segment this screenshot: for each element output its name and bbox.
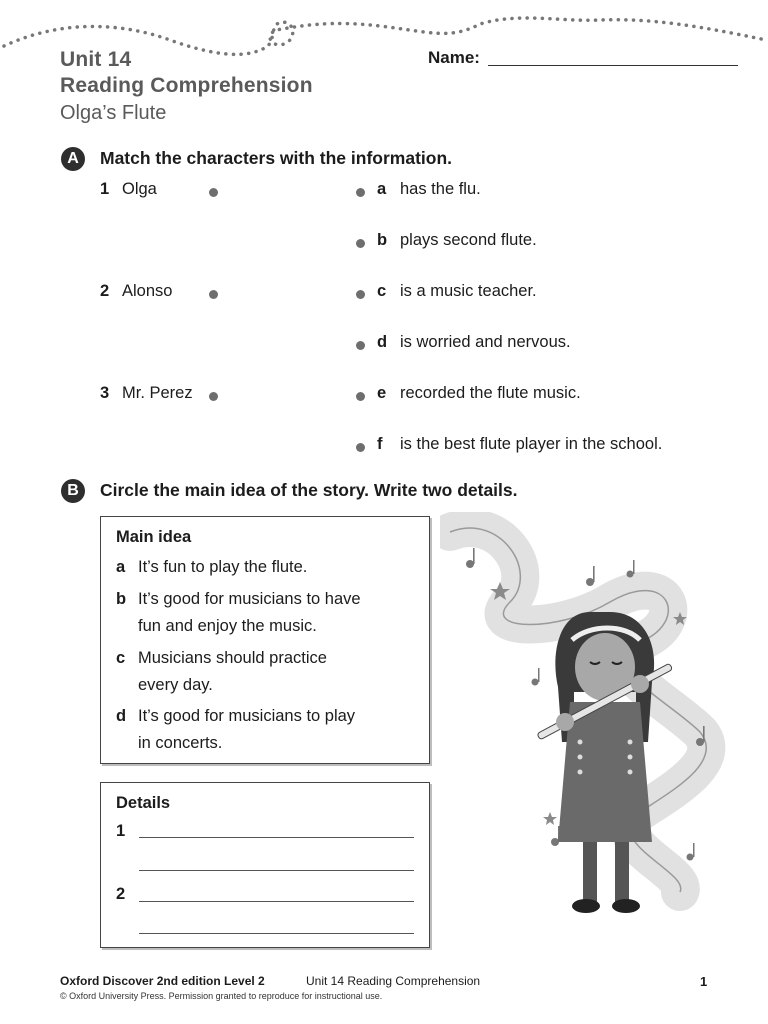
detail-1-line-1[interactable] (139, 837, 414, 838)
details-box (100, 782, 430, 948)
detail-2-line-1[interactable] (139, 901, 414, 902)
character-olga: Olga (122, 180, 157, 198)
page-number: 1 (700, 974, 708, 989)
match-dot-character-1[interactable] (209, 188, 218, 197)
option-letter: c (116, 649, 126, 667)
main-idea-title: Main idea (116, 528, 192, 546)
info-letter: a (377, 180, 387, 198)
main-idea-option-d[interactable] (116, 703, 416, 757)
worksheet-title: Reading Comprehension (60, 74, 313, 97)
section-b-instruction: Circle the main idea of the story. Write two details. (100, 480, 518, 500)
main-idea-box (100, 516, 430, 764)
info-text: plays second flute. (400, 231, 537, 249)
detail-number: 2 (116, 885, 126, 903)
name-write-line[interactable] (488, 65, 738, 66)
girl-playing-flute-illustration (440, 512, 730, 937)
option-letter: d (116, 707, 127, 725)
info-letter: b (377, 231, 388, 249)
info-letter: e (377, 384, 387, 402)
option-text-line2: fun and enjoy the music. (138, 617, 317, 635)
match-dot-character-3[interactable] (209, 392, 218, 401)
details-title: Details (116, 794, 171, 812)
info-text: is the best flute player in the school. (400, 435, 663, 453)
info-letter: f (377, 435, 383, 453)
story-title: Olga’s Flute (60, 102, 167, 124)
info-text: recorded the flute music. (400, 384, 581, 402)
character-number: 2 (100, 282, 110, 300)
main-idea-option-c[interactable] (116, 645, 416, 699)
option-text-line1: Musicians should practice (138, 649, 327, 667)
info-text: is a music teacher. (400, 282, 537, 300)
main-idea-option-b[interactable] (116, 586, 416, 640)
option-text-line1: It’s good for musicians to play (138, 707, 356, 725)
match-dot-info-a[interactable] (356, 188, 365, 197)
info-letter: d (377, 333, 388, 351)
detail-number: 1 (116, 822, 126, 840)
section-a-instruction: Match the characters with the information. (100, 148, 452, 168)
option-text-line2: in concerts. (138, 734, 223, 752)
character-alonso: Alonso (122, 282, 173, 300)
copyright-notice: © Oxford University Press. Permission granted to reproduce for instructional use. (60, 991, 383, 1001)
match-dot-info-e[interactable] (356, 392, 365, 401)
info-letter: c (377, 282, 387, 300)
unit-number: Unit 14 (60, 48, 132, 71)
detail-2-line-2[interactable] (139, 933, 414, 934)
character-number: 1 (100, 180, 110, 198)
footer-unit: Unit 14 Reading Comprehension (306, 974, 481, 988)
option-text-line2: every day. (138, 676, 213, 694)
option-text: It’s fun to play the flute. (138, 558, 308, 576)
name-label: Name: (428, 48, 480, 67)
character-number: 3 (100, 384, 110, 402)
section-a-badge: A (61, 147, 85, 171)
footer-book-title: Oxford Discover 2nd edition Level 2 (60, 974, 265, 988)
character-mr-perez: Mr. Perez (122, 384, 193, 402)
info-text: has the flu. (400, 180, 481, 198)
match-dot-info-d[interactable] (356, 341, 365, 350)
match-dot-info-c[interactable] (356, 290, 365, 299)
match-dot-info-b[interactable] (356, 239, 365, 248)
option-letter: b (116, 590, 127, 608)
match-dot-info-f[interactable] (356, 443, 365, 452)
detail-1-line-2[interactable] (139, 870, 414, 871)
option-text-line1: It’s good for musicians to have (138, 590, 361, 608)
section-b-badge: B (61, 479, 85, 503)
option-letter: a (116, 558, 126, 576)
match-dot-character-2[interactable] (209, 290, 218, 299)
info-text: is worried and nervous. (400, 333, 571, 351)
